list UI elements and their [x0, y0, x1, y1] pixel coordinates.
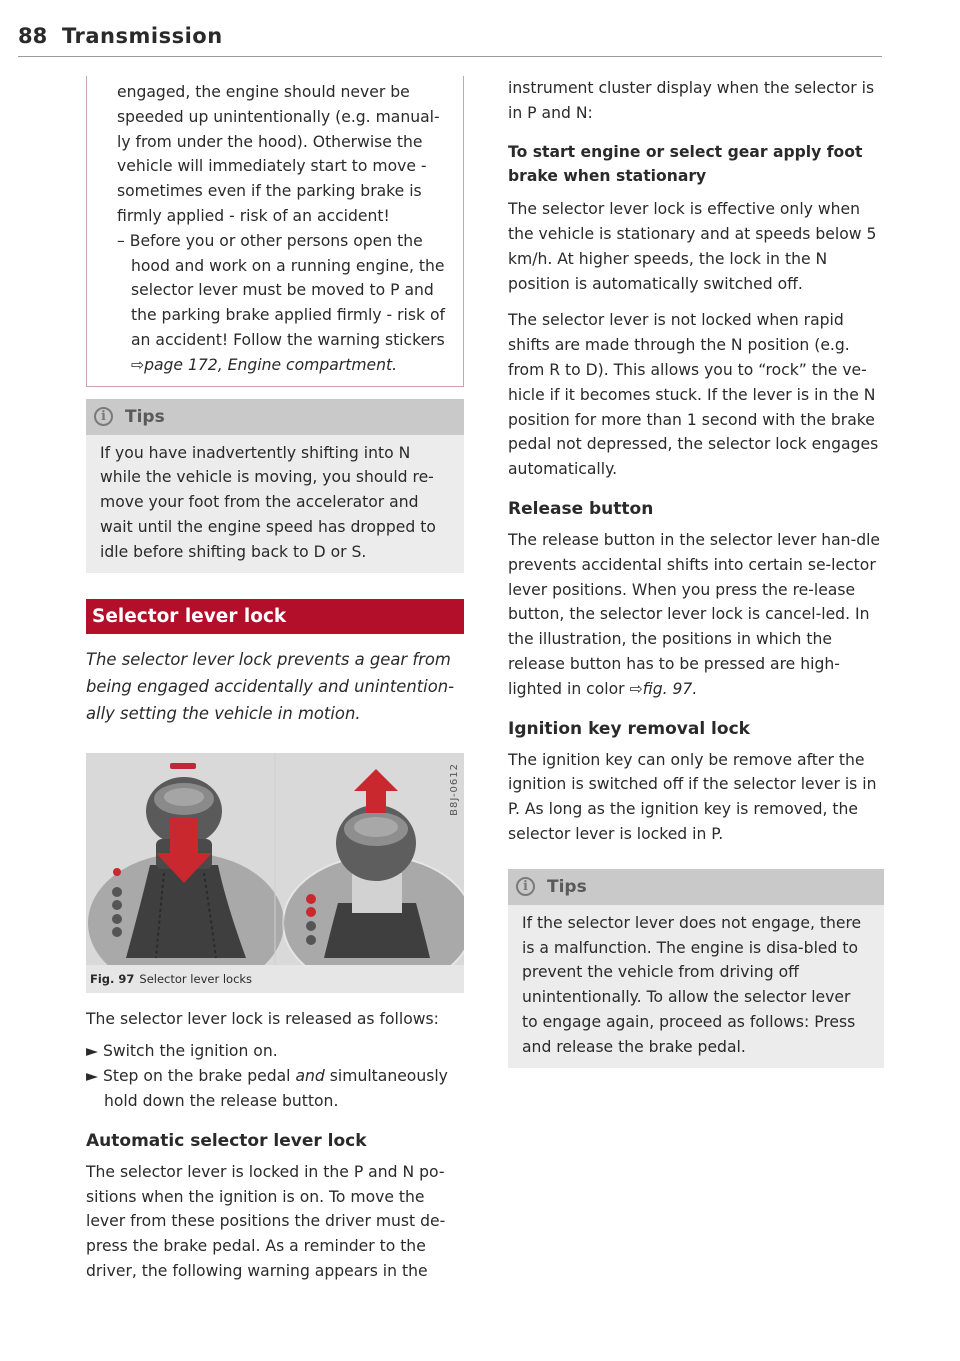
tips-text: If you have inadvertently shifting into N while the vehicle is moving, you should re-move your foot from the accelerator and wait until the engine speed has dropped to idle before shifting back to D or S. [100, 443, 436, 561]
bullet-item: ► Switch the ignition on. [86, 1042, 278, 1061]
tips-text: If the selector lever does not engage, there is a malfunction. The engine is disa-bled to prevent the vehicle from driving off unintentionally. To allow the selector lever to engage again, proceed as follows: Press and release the brake pedal. [522, 913, 862, 1056]
figure-link[interactable]: ⇨fig. 97. [629, 679, 698, 698]
bullet-emphasis: and [295, 1067, 325, 1086]
release-text: The release button in the selector lever han-dle prevents accidental shifts into certain se-lector lever positions. When you press the re-lease button, the selector lever lock is cancel-led. In the illustration, the positions in which the release button has to be pressed are high-lighted in color [508, 530, 881, 698]
warning-bullet-text: – Before you or other persons open the hood and work on a running engine, the selector lever must be moved to P and the parking brake applied firmly - risk of an accident! Follow the warning stickers [117, 231, 446, 349]
info-icon: i [94, 407, 113, 426]
header-rule [18, 56, 882, 57]
release-intro: The selector lever lock is released as follows: [86, 1009, 439, 1028]
continued-text: instrument cluster display when the selector is in P and N: [508, 79, 875, 122]
bullet-item [86, 1064, 464, 1114]
tips-header [508, 869, 884, 905]
tips-box [508, 869, 884, 1068]
figure-label: Fig. 97 [90, 971, 135, 986]
figure-selector-lever [86, 753, 464, 965]
tips-body [508, 905, 884, 1068]
tips-title: Tips [125, 406, 165, 427]
right-column [508, 76, 884, 1068]
info-icon: i [516, 877, 535, 896]
left-column [86, 76, 464, 1284]
display-warning-text: To start engine or select gear apply foot brake when stationary [508, 142, 863, 186]
auto-lock-text: The selector lever is locked in the P and N po-sitions when the ignition is on. To move the lever from these positions the driver must de-press the brake pedal. As a reminder to the driver, the following warning appears in the [86, 1162, 446, 1280]
section-intro: The selector lever lock prevents a gear from being engaged accidentally and unintention-ally setting the vehicle in motion. [86, 649, 455, 723]
warning-bullet [117, 229, 447, 378]
page-number: 88 [18, 24, 48, 48]
figure-caption-text: Selector lever locks [139, 971, 253, 986]
tips-title: Tips [547, 876, 587, 897]
bullet-text: simultaneously hold down the release button. [104, 1067, 448, 1110]
paragraph [508, 528, 884, 702]
warning-page-link[interactable]: ⇨page 172, Engine compartment. [131, 355, 398, 374]
tips-box [86, 399, 464, 573]
figure-caption [86, 965, 464, 993]
arrow-up-icon [354, 769, 398, 813]
bullet-text: ► Step on the brake pedal [86, 1067, 291, 1086]
warning-box [86, 76, 464, 387]
ignition-lock-heading: Ignition key removal lock [508, 718, 750, 739]
paragraph: The selector lever lock is effective only when the vehicle is stationary and at speeds below 5 km/h. At higher speeds, the lock in the N position is automatically switched off. [508, 200, 877, 293]
release-button-heading: Release button [508, 498, 654, 519]
release-instructions [86, 1007, 464, 1114]
gear-p-marker [113, 868, 121, 876]
section-heading: Selector lever lock [86, 599, 464, 634]
selector-lever-illustration [86, 753, 464, 965]
tips-header [86, 399, 464, 435]
paragraph: The ignition key can only be remove after the ignition is switched off if the selector lever is in P. As long as the ignition key is removed, the selector lever is locked in P. [508, 750, 877, 843]
tips-body [86, 435, 464, 573]
auto-lock-heading: Automatic selector lever lock [86, 1130, 367, 1151]
paragraph: The selector lever is not locked when rapid shifts are made through the N position (e.g. from R to D). This allows you to “rock” the ve-hicle if it becomes stuck. If the lever is in the N position for more than 1 second with the brake pedal not depressed, the selector lock engages automatically. [508, 311, 879, 479]
section-title: Transmission [62, 24, 223, 48]
warning-text: engaged, the engine should never be speeded up unintentionally (e.g. manual-ly from under the hood). Otherwise the vehicle will immediately start to move - sometimes even if the parking brake is firmly applied - risk of an accident! [117, 83, 440, 225]
figure-code: B8J-0612 [449, 762, 460, 816]
